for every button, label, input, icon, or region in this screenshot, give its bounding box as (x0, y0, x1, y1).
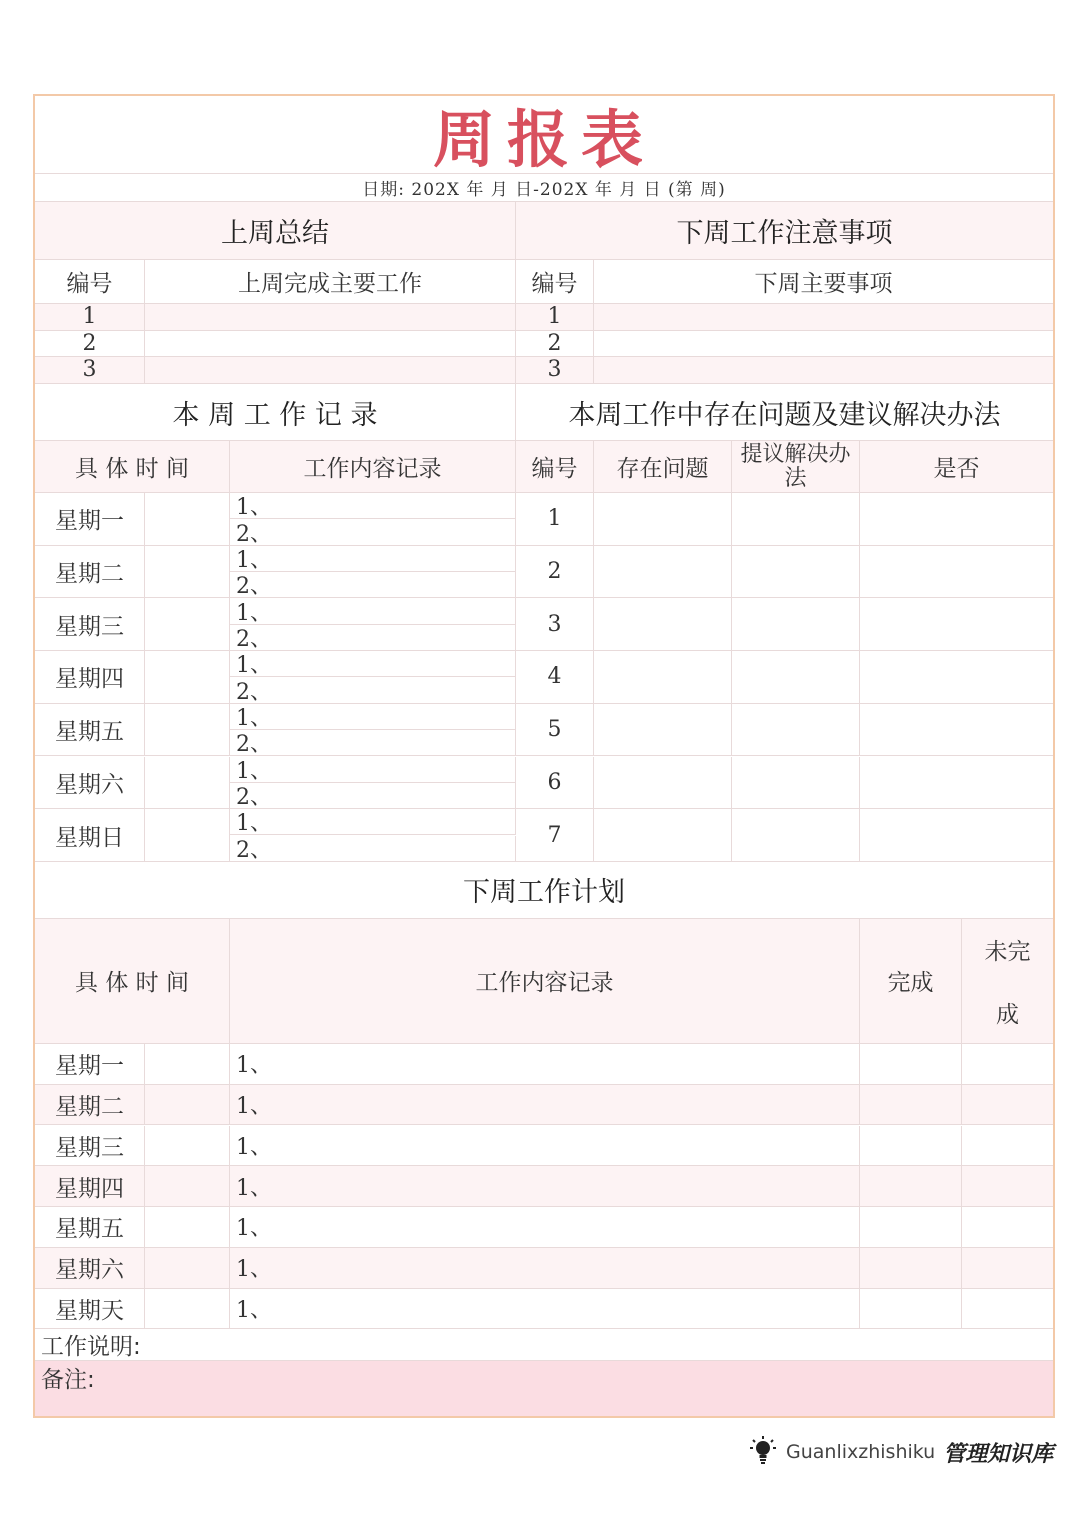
day-label: 星期一 (35, 1044, 145, 1085)
issue-number: 2 (516, 546, 594, 599)
col-header-num: 编号 (35, 260, 145, 304)
record-line-2: 2、 (230, 625, 516, 651)
day-label: 星期三 (35, 598, 145, 651)
last-week-work-cell (145, 331, 516, 358)
plan-line-1: 1、 (230, 1289, 860, 1330)
brand-english: Guanlixzhishiku (786, 1441, 936, 1463)
col-header-last-work: 上周完成主要工作 (145, 260, 516, 304)
next-notes-cell (594, 331, 1053, 358)
work-note-label: 工作说明: (35, 1330, 1053, 1361)
plan-done-cell (860, 1085, 962, 1126)
last-week-work-cell (145, 304, 516, 331)
plan-done-cell (860, 1207, 962, 1248)
date-line: 日期: 202X 年 月 日-202X 年 月 日 (第 周) (35, 173, 1053, 202)
record-line-2: 2、 (230, 572, 516, 598)
plan-line-1: 1、 (230, 1248, 860, 1289)
issue-problem-cell (594, 809, 732, 862)
day-blank (145, 1166, 230, 1207)
next-notes-cell (594, 304, 1053, 331)
plan-undone-cell (962, 1289, 1053, 1330)
record-line-1: 1、 (230, 493, 516, 519)
day-blank (145, 809, 230, 862)
remark-label: 备注: (35, 1361, 1053, 1417)
record-line-1: 1、 (230, 704, 516, 730)
col-header-time: 具 体 时 间 (35, 441, 230, 493)
day-blank (145, 1248, 230, 1289)
issue-problem-cell (594, 704, 732, 757)
plan-undone-cell (962, 1044, 1053, 1085)
next-notes-cell (594, 357, 1053, 384)
plan-undone-cell (962, 1126, 1053, 1167)
record-line-1: 1、 (230, 809, 516, 835)
issue-yesno-cell (860, 809, 1053, 862)
row-number: 1 (516, 304, 594, 331)
plan-undone-cell (962, 1248, 1053, 1289)
brand-chinese: 管理知识库 (943, 1440, 1054, 1467)
issue-problem-cell (594, 546, 732, 599)
issue-problem-cell (594, 757, 732, 810)
day-label: 星期四 (35, 651, 145, 704)
plan-done-cell (860, 1044, 962, 1085)
col-header-time: 具 体 时 间 (35, 919, 230, 1044)
issue-yesno-cell (860, 704, 1053, 757)
issue-yesno-cell (860, 651, 1053, 704)
issue-problem-cell (594, 651, 732, 704)
undone-label-1: 未完 (984, 938, 1031, 965)
plan-done-cell (860, 1248, 962, 1289)
col-header-problem: 存在问题 (594, 441, 732, 493)
issue-number: 7 (516, 809, 594, 862)
issue-solution-cell (732, 757, 860, 810)
issue-yesno-cell (860, 598, 1053, 651)
issue-yesno-cell (860, 757, 1053, 810)
record-line-2: 2、 (230, 836, 516, 862)
record-line-1: 1、 (230, 546, 516, 572)
issue-number: 6 (516, 757, 594, 810)
issue-problem-cell (594, 598, 732, 651)
section-header-next-notes: 下周工作注意事项 (516, 202, 1053, 260)
plan-line-1: 1、 (230, 1207, 860, 1248)
plan-line-1: 1、 (230, 1126, 860, 1167)
plan-line-1: 1、 (230, 1044, 860, 1085)
day-blank (145, 1126, 230, 1167)
record-line-1: 1、 (230, 757, 516, 783)
day-blank (145, 598, 230, 651)
issue-solution-cell (732, 704, 860, 757)
issue-number: 1 (516, 493, 594, 546)
col-header-content: 工作内容记录 (230, 441, 516, 493)
row-number: 2 (516, 331, 594, 358)
day-blank (145, 546, 230, 599)
row-number: 3 (35, 357, 145, 384)
section-header-week-record: 本 周 工 作 记 录 (35, 384, 516, 441)
day-blank (145, 1207, 230, 1248)
record-line-2: 2、 (230, 677, 516, 703)
day-label: 星期天 (35, 1289, 145, 1330)
day-blank (145, 493, 230, 546)
day-label: 星期三 (35, 1126, 145, 1167)
issue-solution-cell (732, 809, 860, 862)
col-header-next-item: 下周主要事项 (594, 260, 1053, 304)
record-line-1: 1、 (230, 598, 516, 624)
col-header-done: 完成 (860, 919, 962, 1044)
record-line-2: 2、 (230, 519, 516, 545)
plan-undone-cell (962, 1166, 1053, 1207)
issue-solution-cell (732, 598, 860, 651)
issue-solution-cell (732, 493, 860, 546)
issue-number: 3 (516, 598, 594, 651)
last-week-work-cell (145, 357, 516, 384)
record-line-1: 1、 (230, 651, 516, 677)
plan-done-cell (860, 1126, 962, 1167)
col-header-yesno: 是否 (860, 441, 1053, 493)
issue-solution-cell (732, 651, 860, 704)
day-blank (145, 1044, 230, 1085)
day-label: 星期五 (35, 704, 145, 757)
lightbulb-icon (748, 1435, 778, 1469)
day-label: 星期六 (35, 757, 145, 810)
issue-yesno-cell (860, 546, 1053, 599)
plan-line-1: 1、 (230, 1166, 860, 1207)
section-header-last-week: 上周总结 (35, 202, 516, 260)
row-number: 3 (516, 357, 594, 384)
issue-problem-cell (594, 493, 732, 546)
plan-undone-cell (962, 1085, 1053, 1126)
issue-solution-cell (732, 546, 860, 599)
plan-undone-cell (962, 1207, 1053, 1248)
day-blank (145, 1289, 230, 1330)
day-label: 星期四 (35, 1166, 145, 1207)
day-blank (145, 651, 230, 704)
day-label: 星期日 (35, 809, 145, 862)
record-line-2: 2、 (230, 730, 516, 756)
row-number: 1 (35, 304, 145, 331)
day-label: 星期二 (35, 546, 145, 599)
day-blank (145, 704, 230, 757)
col-header-solution: 提议解决办法 (732, 441, 860, 493)
day-label: 星期二 (35, 1085, 145, 1126)
weekly-report-sheet (33, 94, 1055, 1418)
day-label: 星期一 (35, 493, 145, 546)
record-line-2: 2、 (230, 783, 516, 809)
col-header-content: 工作内容记录 (230, 919, 860, 1044)
plan-done-cell (860, 1289, 962, 1330)
day-label: 星期五 (35, 1207, 145, 1248)
day-blank (145, 757, 230, 810)
issue-yesno-cell (860, 493, 1053, 546)
plan-line-1: 1、 (230, 1085, 860, 1126)
plan-done-cell (860, 1166, 962, 1207)
col-header-undone (962, 919, 1053, 1044)
day-blank (145, 1085, 230, 1126)
undone-label-2: 成 (996, 1001, 1019, 1028)
day-label: 星期六 (35, 1248, 145, 1289)
footer-brand (748, 1432, 1053, 1472)
page-title: 周报表 (35, 96, 1053, 174)
col-header-num: 编号 (516, 260, 594, 304)
section-header-issues: 本周工作中存在问题及建议解决办法 (516, 384, 1053, 441)
issue-number: 5 (516, 704, 594, 757)
section-header-next-plan: 下周工作计划 (35, 862, 1053, 919)
row-number: 2 (35, 331, 145, 358)
issue-number: 4 (516, 651, 594, 704)
col-header-num: 编号 (516, 441, 594, 493)
